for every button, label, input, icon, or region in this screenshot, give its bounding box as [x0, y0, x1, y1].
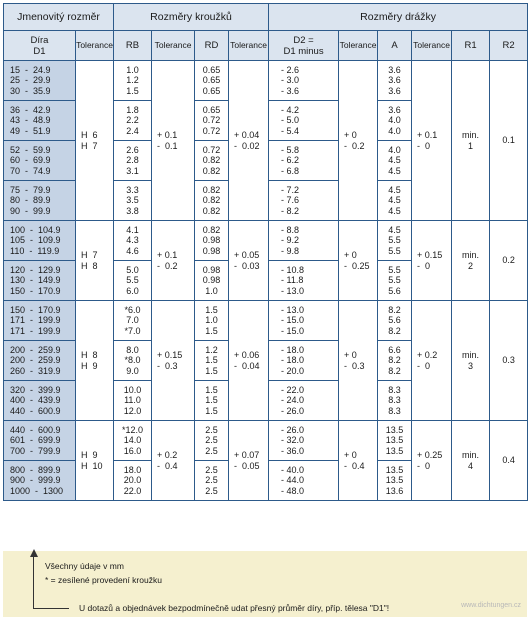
d2-cell-value: - 32.0 — [281, 435, 305, 446]
rd-cell-value: 1.5 — [205, 405, 218, 416]
rd-cell-value: 0.98 — [202, 235, 221, 246]
a-cell-value: 5.6 — [388, 285, 401, 296]
rd-cell-value: 1.0 — [205, 315, 218, 326]
rb-cell-value: 1.5 — [126, 85, 139, 96]
header-jmenovity-rozmer: Jmenovitý rozměr — [4, 4, 114, 31]
a-cell — [378, 461, 412, 501]
a-cell-value: 5.5 — [388, 265, 401, 276]
d2-cell-value: - 6.2 — [281, 155, 300, 166]
d2-tolerance-cell: + 0 - 0.2 — [339, 61, 378, 221]
d2-cell — [269, 101, 339, 141]
header-tolerance-d2: Tolerance — [339, 31, 378, 61]
rd-cell-value: 1.5 — [205, 325, 218, 336]
units-note: Všechny údaje v mm — [45, 561, 124, 571]
rb-cell — [114, 381, 152, 421]
d2-cell-value: - 5.8 — [281, 145, 300, 156]
a-cell — [378, 61, 412, 101]
rd-cell-value: 0.82 — [202, 195, 221, 206]
hole-range-cell: 36 - 42.9 43 - 48.9 49 - 51.9 — [4, 101, 76, 141]
d2-cell-value: - 5.4 — [281, 125, 300, 136]
rd-cell-value: 0.98 — [202, 245, 221, 256]
d2-cell — [269, 221, 339, 261]
rd-cell-value: 1.5 — [205, 365, 218, 376]
a-tolerance-cell: + 0.15 - 0 — [412, 221, 452, 301]
rb-cell-value: 3.5 — [126, 195, 139, 206]
rb-cell-value: 10.0 — [123, 385, 142, 396]
d2-cell-value: - 7.6 — [281, 195, 300, 206]
rd-cell-value: 0.72 — [202, 115, 221, 126]
header-rozmery-krouzku: Rozměry kroužků — [114, 4, 269, 31]
rd-cell-value: 0.82 — [202, 165, 221, 176]
header-d2 — [269, 31, 339, 61]
a-cell — [378, 301, 412, 341]
rd-cell-value: 0.65 — [202, 75, 221, 86]
dimension-table-container — [3, 3, 527, 501]
a-cell — [378, 381, 412, 421]
rd-cell-value: 0.82 — [202, 225, 221, 236]
rb-tolerance-cell: + 0.1 - 0.1 — [152, 61, 195, 221]
hole-tolerance-cell: H 9 H 10 — [76, 421, 114, 501]
a-cell-value: 13.5 — [385, 425, 404, 436]
r1-cell: min. 2 — [452, 221, 490, 301]
a-cell-value: 5.5 — [388, 235, 401, 246]
rb-cell — [114, 261, 152, 301]
d2-cell-value: - 3.0 — [281, 75, 300, 86]
r1-cell: min. 4 — [452, 421, 490, 501]
d2-cell-value: - 4.2 — [281, 105, 300, 116]
rb-cell — [114, 301, 152, 341]
d2-cell — [269, 261, 339, 301]
hole-range-cell: 150 - 170.9 171 - 199.9 171 - 199.9 — [4, 301, 76, 341]
hole-range-cell: 100 - 104.9 105 - 109.9 110 - 119.9 — [4, 221, 76, 261]
d2-tolerance-cell: + 0 - 0.25 — [339, 221, 378, 301]
r2-cell: 0.4 — [490, 421, 528, 501]
rb-cell-value: 1.0 — [126, 65, 139, 76]
rd-cell-value: 0.72 — [202, 125, 221, 136]
a-cell-value: 8.2 — [388, 305, 401, 316]
order-note: U dotazů a objednávek bezpodmínečně udat přesný průměr díry, příp. tělesa "D1"! — [79, 603, 390, 613]
d2-cell-value: - 26.0 — [281, 405, 305, 416]
d2-cell — [269, 181, 339, 221]
r2-cell: 0.1 — [490, 61, 528, 221]
rb-cell-value: 11.0 — [124, 395, 141, 406]
rb-cell-value: *6.0 — [124, 305, 141, 316]
d2-cell-value: - 40.0 — [281, 465, 305, 476]
d2-cell — [269, 341, 339, 381]
header-d1-label: D1 — [33, 45, 46, 57]
a-cell — [378, 421, 412, 461]
rb-tolerance-cell: + 0.15 - 0.3 — [152, 301, 195, 421]
d2-cell-value: - 9.2 — [281, 235, 300, 246]
d2-cell-value: - 13.0 — [281, 285, 305, 296]
rb-cell-value: 4.6 — [126, 245, 139, 256]
a-cell-value: 4.5 — [388, 225, 401, 236]
rb-cell-value: 2.2 — [126, 115, 139, 126]
rb-cell-value: 4.1 — [126, 225, 139, 236]
a-tolerance-cell: + 0.25 - 0 — [412, 421, 452, 501]
header-r1: R1 — [452, 31, 490, 61]
table-row — [4, 61, 528, 101]
a-cell-value: 4.5 — [388, 185, 401, 196]
a-cell-value: 4.5 — [388, 195, 401, 206]
a-cell-value: 6.6 — [388, 345, 401, 356]
a-cell-value: 8.2 — [388, 365, 401, 376]
hole-range-cell: 75 - 79.9 80 - 89.9 90 - 99.9 — [4, 181, 76, 221]
rb-cell-value: 3.1 — [126, 165, 139, 176]
rb-cell — [114, 221, 152, 261]
a-cell-value: 4.5 — [388, 205, 401, 216]
rd-cell-value: 2.5 — [205, 475, 218, 486]
rb-cell-value: 18.0 — [123, 465, 142, 476]
rd-cell-value: 0.72 — [202, 145, 221, 156]
a-cell-value: 4.0 — [388, 115, 401, 126]
rb-tolerance-cell: + 0.1 - 0.2 — [152, 221, 195, 301]
rd-cell-value: 0.82 — [202, 155, 221, 166]
d2-cell-value: - 36.0 — [281, 445, 305, 456]
rb-cell — [114, 61, 152, 101]
rd-cell-value: 0.65 — [202, 85, 221, 96]
a-cell-value: 5.5 — [388, 275, 401, 286]
rb-cell-value: 1.2 — [126, 75, 139, 86]
rb-cell-value: 5.5 — [126, 275, 139, 286]
a-cell-value: 8.3 — [388, 395, 401, 406]
d2-cell-value: - 13.0 — [281, 305, 305, 316]
a-cell — [378, 181, 412, 221]
table-row — [4, 221, 528, 261]
r2-cell: 0.2 — [490, 221, 528, 301]
a-cell-value: 8.3 — [388, 405, 401, 416]
rb-cell-value: 5.0 — [126, 265, 139, 276]
rb-cell-value: 2.6 — [126, 145, 139, 156]
rd-cell-value: 2.5 — [205, 445, 218, 456]
a-cell-value: 5.6 — [388, 315, 401, 326]
d2-cell-value: - 2.6 — [281, 65, 300, 76]
hole-range-cell: 52 - 59.9 60 - 69.9 70 - 74.9 — [4, 141, 76, 181]
d2-cell-value: - 20.0 — [281, 365, 305, 376]
rd-cell-value: 0.82 — [202, 205, 221, 216]
header-rb: RB — [114, 31, 152, 61]
rd-cell — [195, 181, 229, 221]
rb-cell — [114, 341, 152, 381]
header-a: A — [378, 31, 412, 61]
d2-cell-value: - 8.8 — [281, 225, 300, 236]
d2-cell — [269, 141, 339, 181]
d2-cell-value: - 10.8 — [281, 265, 305, 276]
rb-cell — [114, 141, 152, 181]
a-cell-value: 13.5 — [385, 445, 404, 456]
d2-tolerance-cell: + 0 - 0.3 — [339, 301, 378, 421]
a-cell-value: 3.6 — [388, 65, 401, 76]
d2-cell-value: - 18.0 — [281, 355, 305, 366]
rd-cell — [195, 421, 229, 461]
d2-cell-value: - 24.0 — [281, 395, 305, 406]
rd-cell-value: 0.98 — [202, 275, 221, 286]
rd-cell-value: 2.5 — [205, 425, 218, 436]
rb-cell-value: 8.0 — [126, 345, 139, 356]
header-d1minus-label: D1 minus — [283, 45, 324, 57]
a-cell-value: 13.5 — [385, 435, 404, 446]
a-cell-value: 13.5 — [385, 465, 404, 476]
a-cell-value: 8.2 — [388, 325, 401, 336]
rb-cell — [114, 101, 152, 141]
d2-cell-value: - 7.2 — [281, 185, 300, 196]
d2-cell-value: - 9.8 — [281, 245, 300, 256]
hole-range-cell: 440 - 600.9 601 - 699.9 700 - 799.9 — [4, 421, 76, 461]
a-cell — [378, 261, 412, 301]
hole-range-cell: 320 - 399.9 400 - 439.9 440 - 600.9 — [4, 381, 76, 421]
header-r2: R2 — [490, 31, 528, 61]
rb-cell-value: 4.3 — [126, 235, 139, 246]
hole-tolerance-cell: H 8 H 9 — [76, 301, 114, 421]
hole-tolerance-cell: H 7 H 8 — [76, 221, 114, 301]
hole-range-cell: 800 - 899.9 900 - 999.9 1000 - 1300 — [4, 461, 76, 501]
rd-cell — [195, 261, 229, 301]
d2-cell-value: - 11.8 — [281, 275, 304, 286]
rd-cell-value: 2.5 — [205, 435, 218, 446]
a-cell-value: 3.6 — [388, 75, 401, 86]
d2-cell-value: - 22.0 — [281, 385, 305, 396]
a-cell-value: 3.6 — [388, 85, 401, 96]
r2-cell: 0.3 — [490, 301, 528, 421]
d2-cell-value: - 8.2 — [281, 205, 300, 216]
rb-tolerance-cell: + 0.2 - 0.4 — [152, 421, 195, 501]
rb-cell-value: 3.8 — [126, 205, 139, 216]
d2-cell-value: - 3.6 — [281, 85, 300, 96]
header-dira — [4, 31, 76, 61]
a-cell-value: 13.5 — [385, 475, 404, 486]
asterisk-note: * = zesílené provedení kroužku — [45, 575, 162, 585]
a-cell-value: 4.0 — [388, 125, 401, 136]
r1-cell: min. 3 — [452, 301, 490, 421]
rd-cell-value: 1.5 — [205, 395, 218, 406]
d2-cell-value: - 44.0 — [281, 475, 305, 486]
header-dira-label: Díra — [30, 34, 49, 46]
rd-cell — [195, 461, 229, 501]
a-tolerance-cell: + 0.1 - 0 — [412, 61, 452, 221]
rd-cell-value: 1.5 — [205, 355, 218, 366]
rd-tolerance-cell: + 0.05 - 0.03 — [229, 221, 269, 301]
header-tolerance-rd: Tolerance — [229, 31, 269, 61]
rb-cell-value: 22.0 — [123, 485, 142, 496]
a-cell-value: 3.6 — [388, 105, 401, 116]
rb-cell-value: *7.0 — [124, 325, 141, 336]
rd-cell — [195, 301, 229, 341]
d2-cell — [269, 381, 339, 421]
d2-cell-value: - 15.0 — [281, 315, 305, 326]
arrow-up-icon — [30, 549, 38, 557]
table-body — [4, 61, 528, 501]
hole-range-cell: 200 - 259.9 200 - 259.9 260 - 319.9 — [4, 341, 76, 381]
rd-cell — [195, 341, 229, 381]
rd-tolerance-cell: + 0.07 - 0.05 — [229, 421, 269, 501]
header-tolerance-hole: Tolerance — [76, 31, 114, 61]
header-rd: RD — [195, 31, 229, 61]
rd-cell-value: 2.5 — [205, 485, 218, 496]
a-cell — [378, 101, 412, 141]
d2-tolerance-cell: + 0 - 0.4 — [339, 421, 378, 501]
rd-cell-value: 2.5 — [205, 465, 218, 476]
rd-cell-value: 0.65 — [202, 65, 221, 76]
rd-cell — [195, 381, 229, 421]
table-row — [4, 301, 528, 341]
rd-cell-value: 0.82 — [202, 185, 221, 196]
hole-tolerance-cell: H 6 H 7 — [76, 61, 114, 221]
rd-cell-value: 0.65 — [202, 105, 221, 116]
rd-tolerance-cell: + 0.04 - 0.02 — [229, 61, 269, 221]
r1-cell: min. 1 — [452, 61, 490, 221]
dimension-table — [3, 3, 528, 501]
hole-range-cell: 15 - 24.9 25 - 29.9 30 - 35.9 — [4, 61, 76, 101]
rb-cell — [114, 181, 152, 221]
rb-cell-value: 3.3 — [126, 185, 139, 196]
d2-cell — [269, 61, 339, 101]
d2-cell — [269, 301, 339, 341]
rd-tolerance-cell: + 0.06 - 0.04 — [229, 301, 269, 421]
rb-cell — [114, 421, 152, 461]
d2-cell-value: - 6.8 — [281, 165, 300, 176]
rb-cell-value: 6.0 — [126, 285, 139, 296]
header-d2-label: D2 = — [293, 34, 314, 46]
rb-cell-value: 9.0 — [126, 365, 139, 376]
rb-cell-value: 2.4 — [126, 125, 139, 136]
table-row — [4, 421, 528, 461]
d2-cell-value: - 48.0 — [281, 485, 305, 496]
watermark: www.dichtungen.cz — [461, 602, 521, 609]
rb-cell-value: 2.8 — [126, 155, 139, 166]
rd-cell — [195, 221, 229, 261]
d2-cell — [269, 461, 339, 501]
a-cell — [378, 141, 412, 181]
d2-cell-value: - 26.0 — [281, 425, 305, 436]
rb-cell-value: *8.0 — [124, 355, 141, 366]
a-cell — [378, 221, 412, 261]
a-cell-value: 4.5 — [388, 165, 401, 176]
rb-cell-value: 14.0 — [123, 435, 142, 446]
rb-cell-value: 16.0 — [123, 445, 142, 456]
rb-cell — [114, 461, 152, 501]
rd-cell-value: 1.5 — [205, 305, 218, 316]
footnote-area — [3, 551, 527, 617]
rb-cell-value: 1.8 — [126, 105, 139, 116]
rb-cell-value: 20.0 — [123, 475, 142, 486]
d2-cell-value: - 18.0 — [281, 345, 305, 356]
rd-cell-value: 1.0 — [205, 285, 218, 296]
a-cell-value: 8.2 — [388, 355, 401, 366]
rb-cell-value: *12.0 — [122, 425, 144, 436]
a-cell-value: 13.6 — [385, 485, 404, 496]
header-tolerance-a: Tolerance — [412, 31, 452, 61]
a-cell-value: 5.5 — [388, 245, 401, 256]
d2-cell-value: - 5.0 — [281, 115, 300, 126]
rb-cell-value: 7.0 — [126, 315, 139, 326]
rd-cell — [195, 101, 229, 141]
rb-cell-value: 12.0 — [123, 405, 142, 416]
d2-cell — [269, 421, 339, 461]
header-rozmery-drazky: Rozměry drážky — [269, 4, 528, 31]
a-cell-value: 8.3 — [388, 385, 401, 396]
rd-cell — [195, 141, 229, 181]
a-tolerance-cell: + 0.2 - 0 — [412, 301, 452, 421]
a-cell-value: 4.5 — [388, 155, 401, 166]
rd-cell-value: 1.2 — [205, 345, 218, 356]
header-tolerance-rb: Tolerance — [152, 31, 195, 61]
a-cell — [378, 341, 412, 381]
a-cell-value: 4.0 — [388, 145, 401, 156]
rd-cell-value: 0.98 — [202, 265, 221, 276]
d2-cell-value: - 15.0 — [281, 325, 305, 336]
hole-range-cell: 120 - 129.9 130 - 149.9 150 - 170.9 — [4, 261, 76, 301]
rd-cell — [195, 61, 229, 101]
rd-cell-value: 1.5 — [205, 385, 218, 396]
